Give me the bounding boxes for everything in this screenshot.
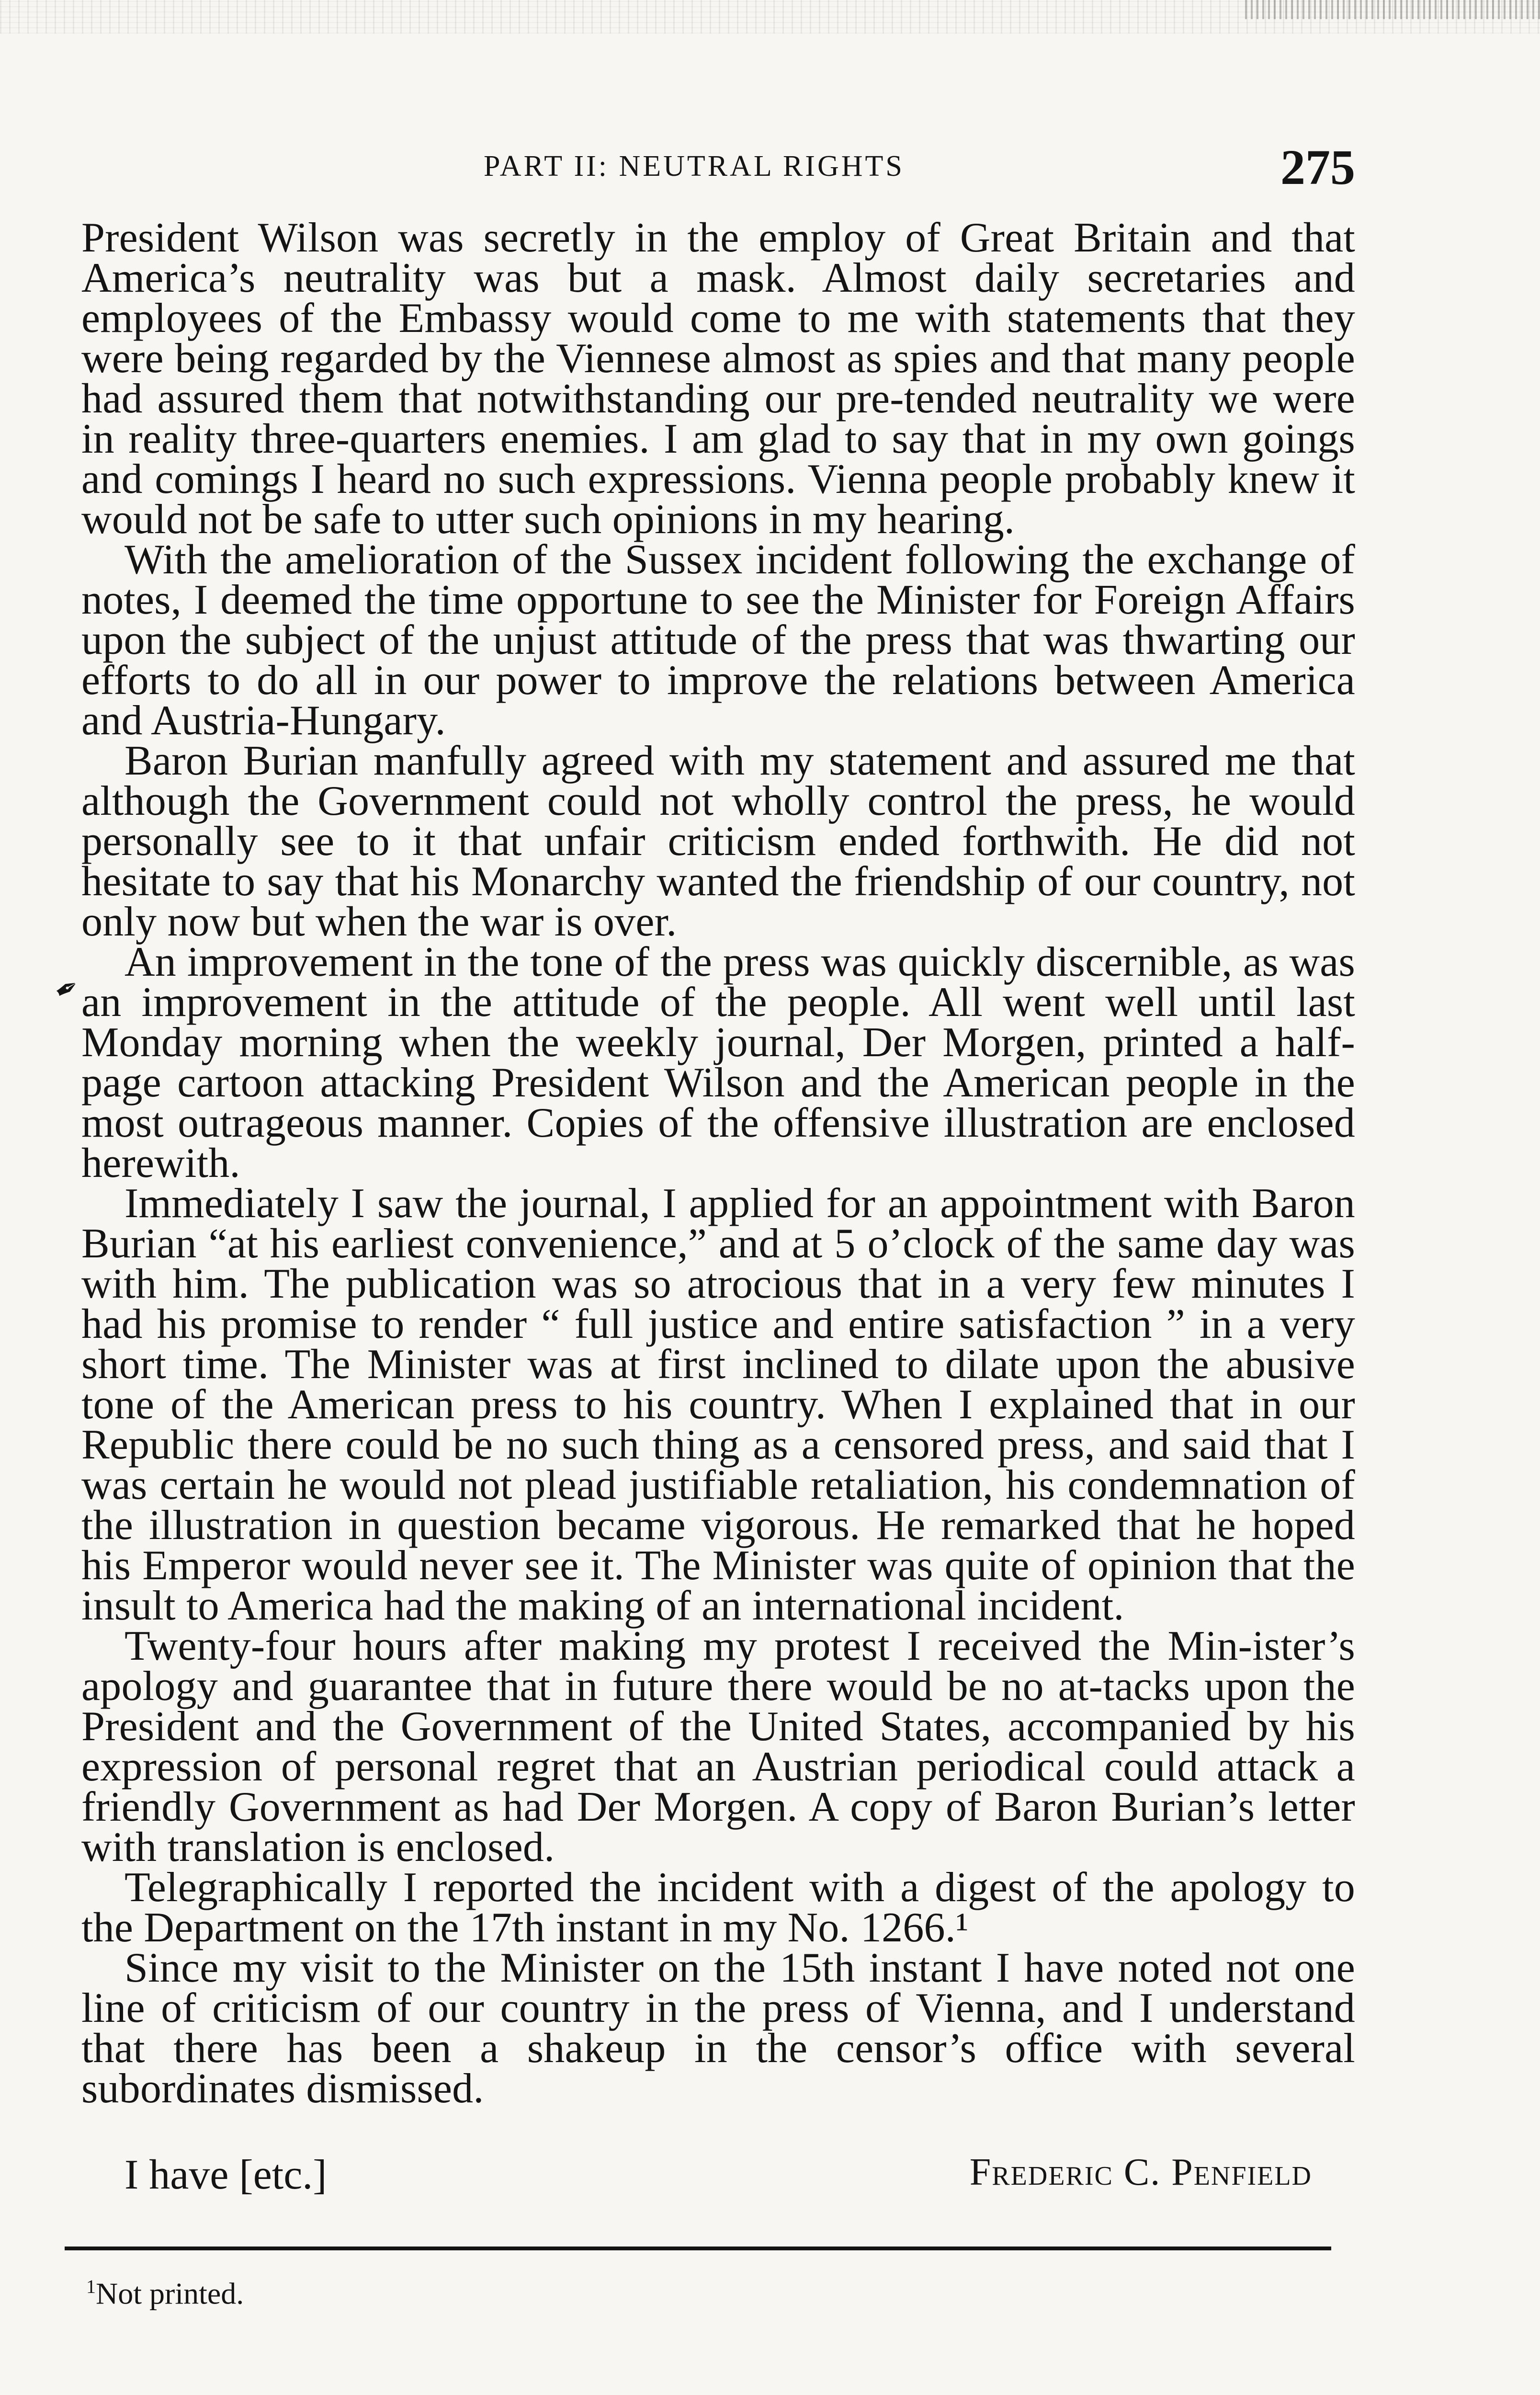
- paragraph-7: Telegraphically I reported the incident with a digest of the apology to the Department on the 17th instant in my No. 1266.¹: [81, 1864, 1355, 1951]
- footnote-rule: [65, 2247, 1331, 2250]
- footnote-marker: 1: [86, 2276, 96, 2297]
- page-number: 275: [1280, 140, 1355, 195]
- closing-block: [81, 2151, 1355, 2199]
- paragraph-5: Immediately I saw the journal, I applied for an appointment with Baron Burian “at his earliest convenience,” and at 5 o’clock of the same day was with him. The publication was so atrocious that in a very few minutes I had his promise to render “ full justice and entire satisfaction ” in a very short time. The Minister was at first inclined to dilate upon the abusive tone of the American press to his country. When I explained that in our Republic there could be no such thing as a censored press, and said that I was certain he would not plead justifiable retaliation, his condemnation of the illustration in question became vigorous. He remarked that he hoped his Emperor would never see it. The Minister was quite of opinion that the insult to America had the making of an international incident.: [81, 1180, 1355, 1629]
- closing-salutation: I have [etc.]: [125, 2152, 327, 2198]
- margin-pencil-mark: ✒: [48, 969, 86, 1009]
- running-head: PART II: NEUTRAL RIGHTS: [484, 150, 905, 182]
- footnote: [86, 2275, 244, 2311]
- footnote-text: Not printed.: [96, 2276, 244, 2311]
- letter-body: [81, 215, 1355, 2112]
- paragraph-1: President Wilson was secretly in the employ of Great Britain and that America’s neutrality was but a mask. Almost daily secretaries and employees of the Embassy would come to me with statements that they were being regarded by the Viennese almost as spies and that many people had assured them that notwithstanding our pre-tended neutrality we were in reality three-quarters enemies. I am glad to say that in my own goings and comings I heard no such expressions. Vienna people probably knew it would not be safe to utter such opinions in my hearing.: [81, 215, 1355, 543]
- paragraph-2: With the amelioration of the Sussex incident following the exchange of notes, I deemed the time opportune to see the Minister for Foreign Affairs upon the subject of the unjust attitude of the press that was thwarting our efforts to do all in our power to improve the relations between America and Austria-Hungary.: [81, 536, 1355, 744]
- scan-speckle-dark: [1245, 0, 1540, 19]
- page-header: [81, 139, 1355, 206]
- paragraph-3: Baron Burian manfully agreed with my statement and assured me that although the Government could not wholly control the press, he would personally see to it that unfair criticism ended forthwith. He did not hesitate to say that his Monarchy wanted the friendship of our country, not only now but when the war is over.: [81, 738, 1355, 945]
- paragraph-4: An improvement in the tone of the press was quickly discernible, as was an improvement in the attitude of the people. All went well until last Monday morning when the weekly journal, Der Morgen, printed a half-page cartoon attacking President Wilson and the American people in the most outrageous manner. Copies of the offensive illustration are enclosed herewith.: [81, 939, 1355, 1186]
- paragraph-8: Since my visit to the Minister on the 15th instant I have noted not one line of criticism of our country in the press of Vienna, and I understand that there has been a shakeup in the censor’s office with several subordinates dismissed.: [81, 1945, 1355, 2112]
- signature: Frederic C. Penfield: [969, 2151, 1312, 2193]
- paragraph-6: Twenty-four hours after making my protest I received the Min-ister’s apology and guarantee that in future there would be no at-tacks upon the President and the Government of the United States, accompanied by his expression of personal regret that an Austrian periodical could attack a friendly Government as had Der Morgen. A copy of Baron Burian’s letter with translation is enclosed.: [81, 1623, 1355, 1870]
